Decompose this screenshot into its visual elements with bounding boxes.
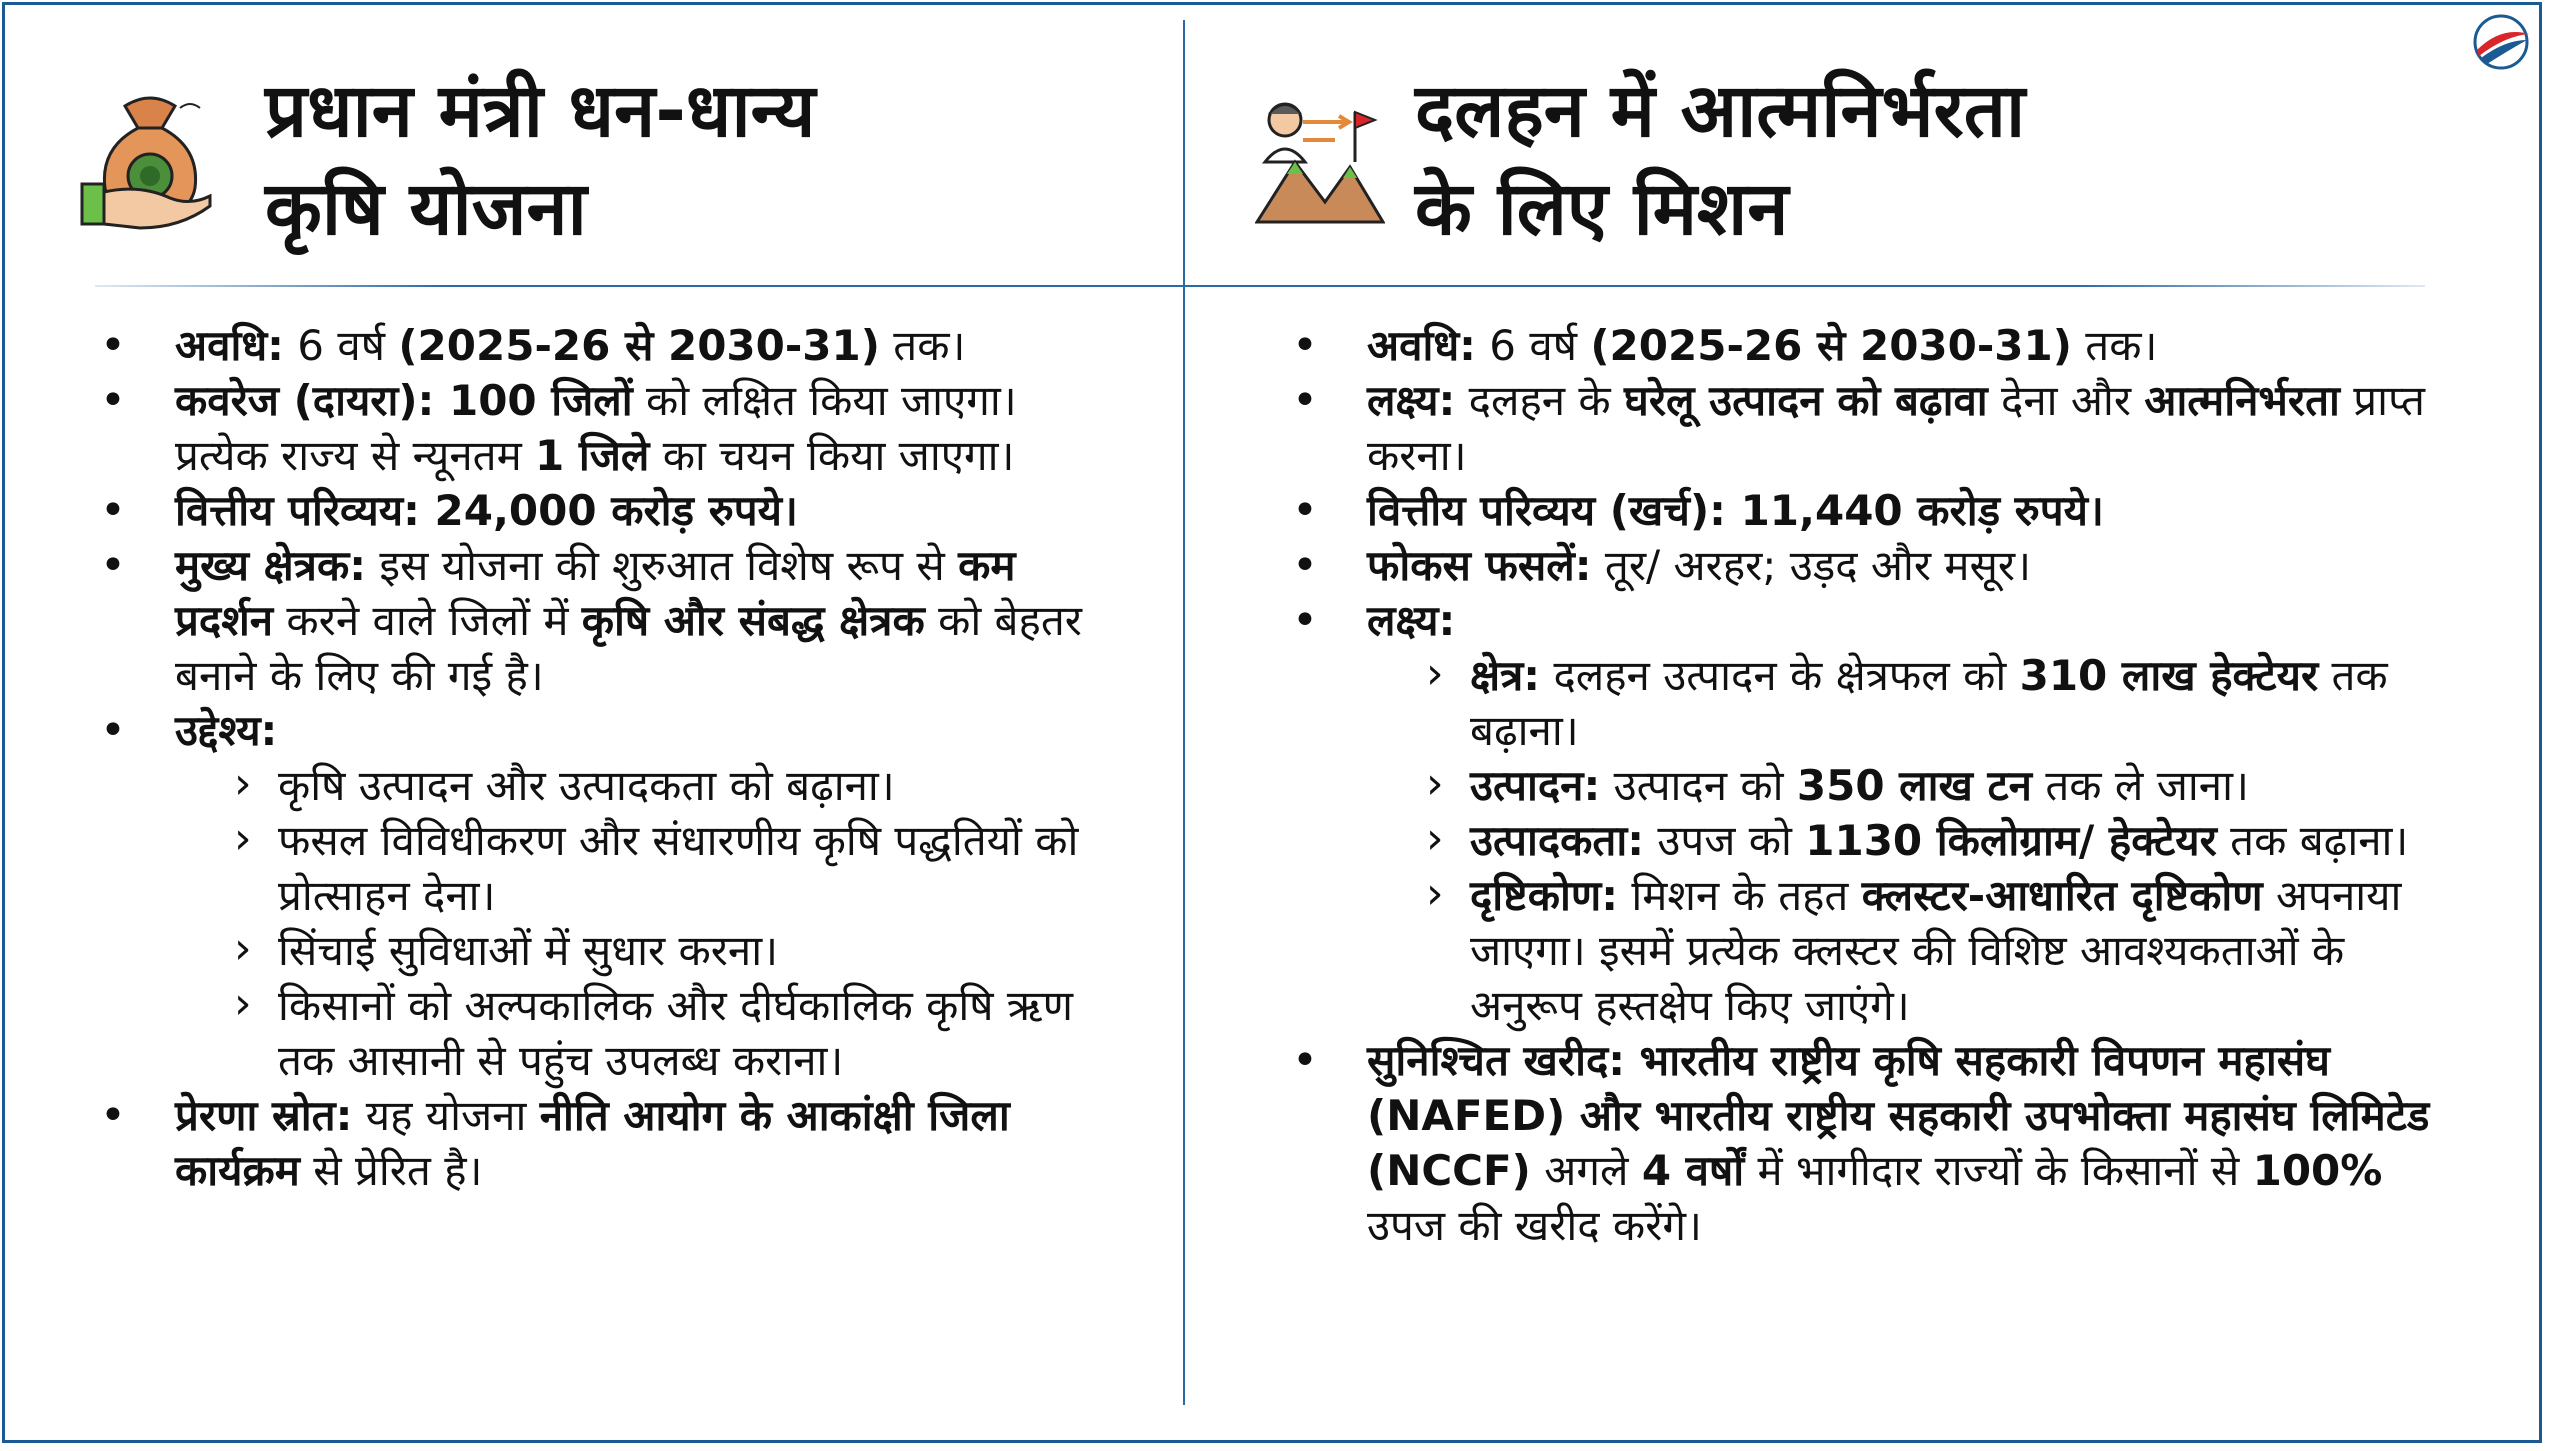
right-title bbox=[1415, 62, 2025, 258]
brand-logo-icon bbox=[2465, 6, 2537, 78]
right-bullet-list bbox=[1292, 318, 2462, 1253]
sub-list-item: › उत्पादकता: उपज को 1130 किलोग्राम/ हेक्टेयर तक बढ़ाना। bbox=[1422, 813, 2462, 868]
objective-sublist bbox=[230, 758, 1100, 1088]
list-item bbox=[1292, 593, 2462, 1033]
label-inspiration: प्रेरणा स्रोत: bbox=[175, 1091, 353, 1140]
list-item bbox=[1292, 483, 2462, 538]
sub-list-item: › क्षेत्र: दलहन उत्पादन के क्षेत्रफल को 310 लाख हेक्टेयर तक बढ़ाना। bbox=[1422, 648, 2462, 758]
label-sector: मुख्य क्षेत्रक: bbox=[175, 541, 367, 590]
list-item bbox=[100, 703, 1100, 1088]
targets-sublist bbox=[1422, 648, 2462, 1033]
sub-list-item: › फसल विविधीकरण और संधारणीय कृषि पद्धतियों को प्रोत्साहन देना। bbox=[230, 813, 1100, 923]
header-divider bbox=[95, 285, 2425, 287]
sub-list-item: › दृष्टिकोण: मिशन के तहत क्लस्टर-आधारित दृष्टिकोण अपनाया जाएगा। इसमें प्रत्येक क्लस्टर की विशिष्ट आवश्यकताओं के अनुरूप हस्तक्षेप किए जाएंगे। bbox=[1422, 868, 2462, 1033]
label-coverage: कवरेज (दायरा): 100 जिलों bbox=[175, 376, 633, 425]
label-crops: फोकस फसलें: bbox=[1367, 541, 1592, 590]
list-item bbox=[100, 483, 1100, 538]
label-duration: अवधि: bbox=[175, 321, 284, 370]
left-bullet-list bbox=[100, 318, 1100, 1198]
list-item: • कवरेज (दायरा): 100 जिलों को लक्षित किया जाएगा। प्रत्येक राज्य से न्यूनतम 1 जिले का चयन किया जाएगा। bbox=[100, 373, 1100, 483]
sub-list-item: › सिंचाई सुविधाओं में सुधार करना। bbox=[230, 923, 1100, 978]
sub-list-item: › उत्पादन: उत्पादन को 350 लाख टन तक ले जाना। bbox=[1422, 758, 2462, 813]
list-item: • सुनिश्चित खरीद: भारतीय राष्ट्रीय कृषि सहकारी विपणन महासंघ (NAFED) और भारतीय राष्ट्रीय सहकारी उपभोक्ता महासंघ लिमिटेड (NCCF) अगले 4 वर्षों में भागीदार राज्यों के किसानों से 100% उपज की खरीद करेंगे। bbox=[1292, 1033, 2462, 1253]
list-item: • लक्ष्य: दलहन के घरेलू उत्पादन को बढ़ावा देना और आत्मनिर्भरता प्राप्त करना। bbox=[1292, 373, 2462, 483]
list-item: • मुख्य क्षेत्रक: इस योजना की शुरुआत विशेष रूप से कम प्रदर्शन करने वाले जिलों में कृषि और संबद्ध क्षेत्रक को बेहतर बनाने के लिए की गई है। bbox=[100, 538, 1100, 703]
label-goal: लक्ष्य: bbox=[1367, 376, 1456, 425]
list-item: • फोकस फसलें: तूर/ अरहर; उड़द और मसूर। bbox=[1292, 538, 2462, 593]
list-item: • प्रेरणा स्रोत: यह योजना नीति आयोग के आकांक्षी जिला कार्यक्रम से प्रेरित है। bbox=[100, 1088, 1100, 1198]
label-finance: वित्तीय परिव्यय (खर्च): 11,440 करोड़ रुपये। bbox=[1367, 486, 2104, 535]
left-title-line2: कृषि योजना bbox=[265, 166, 587, 252]
right-title-line1: दलहन में आत्मनिर्भरता bbox=[1415, 68, 2026, 154]
left-title-line1: प्रधान मंत्री धन-धान्य bbox=[265, 68, 816, 154]
label-objective: उद्देश्य: bbox=[175, 706, 278, 755]
right-title-line2: के लिए मिशन bbox=[1415, 166, 1789, 252]
target-flag-person-icon bbox=[1255, 92, 1385, 232]
label-procurement: सुनिश्चित खरीद: भारतीय राष्ट्रीय कृषि सहकारी विपणन महासंघ (NAFED) और भारतीय राष्ट्रीय सहकारी उपभोक्ता महासंघ लिमिटेड (NCCF) bbox=[1367, 1036, 2430, 1195]
left-title bbox=[265, 62, 815, 258]
sub-list-item: › किसानों को अल्पकालिक और दीर्घकालिक कृषि ऋण तक आसानी से पहुंच उपलब्ध कराना। bbox=[230, 978, 1100, 1088]
list-item: • अवधि: 6 वर्ष (2025-26 से 2030-31) तक। bbox=[100, 318, 1100, 373]
column-divider bbox=[1183, 20, 1185, 1405]
money-bag-hand-icon bbox=[80, 88, 220, 238]
sub-list-item: › कृषि उत्पादन और उत्पादकता को बढ़ाना। bbox=[230, 758, 1100, 813]
label-finance: वित्तीय परिव्यय: 24,000 करोड़ रुपये। bbox=[175, 486, 798, 535]
label-duration: अवधि: bbox=[1367, 321, 1476, 370]
list-item: • अवधि: 6 वर्ष (2025-26 से 2030-31) तक। bbox=[1292, 318, 2462, 373]
label-targets: लक्ष्य: bbox=[1367, 596, 1456, 645]
